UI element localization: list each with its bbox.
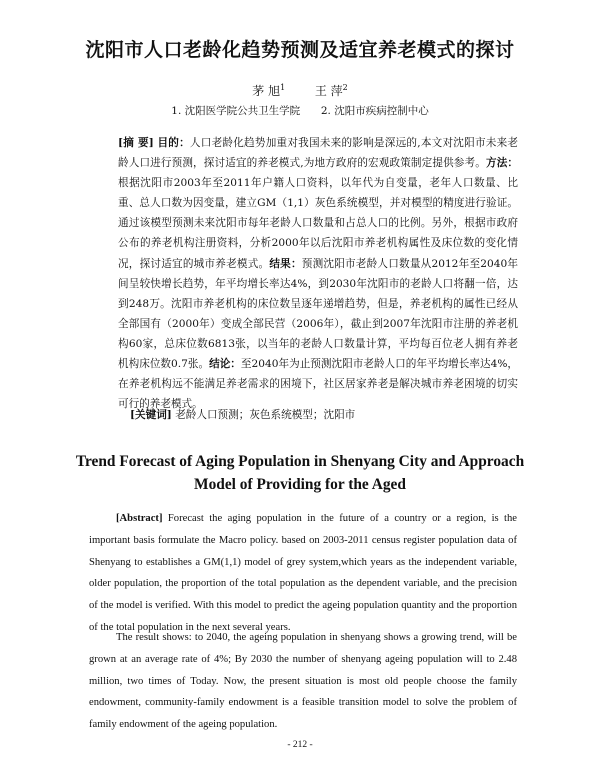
conclusion-text: 至2040年为止预测沈阳市老龄人口的年平均增长率达4%，在养老机构远不能满足养老需求的困境下，社区居家养老是解决城市养老困境的切实可行的养老模式。 (118, 358, 519, 411)
purpose-label: 目的： (157, 137, 190, 149)
affiliation: 2. 沈阳市疾病控制中心 (320, 105, 429, 117)
chinese-keywords (130, 407, 518, 422)
keywords-text: 老龄人口预测；灰色系统模型；沈阳市 (175, 409, 356, 421)
conclusion-label: 结论： (209, 358, 241, 371)
english-result-paragraph: The result shows: to 2040, the ageing population in shenyang shows a growing trend, will be grown at an average rate of 4%; By 2030 the number of shenyang ageing population will to 2.48 million, two times of Today. Now, the present situation is most old people choose the family endowment, community-family endowment is a feasible transition model to solve the problem of family endowment of the ageing population. (89, 632, 517, 731)
author-affiliation-mark: 1 (280, 83, 286, 92)
affiliation-line (0, 103, 600, 118)
english-title-line: Trend Forecast of Aging Population in Shenyang City and Approach (75, 453, 525, 470)
author-affiliation-mark: 2 (342, 83, 348, 92)
affiliation: 1. 沈阳医学院公共卫生学院 (171, 105, 301, 117)
keywords-label: [关键词] (130, 409, 172, 421)
chinese-abstract (118, 133, 518, 414)
result-text: 预测沈阳市老龄人口数量从2012年至2040年间呈较快增长趋势，年平均增长率达4%，到2030年沈阳市的老龄人口将翻一倍，达到248万。沈阳市养老机构的床位数呈逐年递增趋势，但是，养老机构的属性已经从全部国有（2000年）变成全部民营（2006年），截止到2007年沈阳市注册的养老机构60家，总床位数6813张，以当年的老龄人口数量计算，平均每百位老人拥有养老机构床位数0.7张。 (118, 257, 519, 371)
page-number: - 212 - (287, 740, 313, 750)
english-title-line: Model of Providing for the Aged (194, 476, 406, 493)
english-abstract-paragraph (89, 508, 517, 639)
author-name: 王 萍 (314, 84, 343, 98)
abstract-label: [摘 要] (118, 137, 154, 149)
result-label: 结果： (269, 257, 302, 270)
method-text: 根据沈阳市2003年至2011年户籍人口资料，以年代为自变量，老年人口数量、比重、总人口数为因变量，建立GM（1,1）灰色系统模型，并对模型的精度进行验证。通过该模型预测未来沈阳市每年老龄人口数量和占总人口的比例。另外，根据市政府公布的养老机构注册资料，分析2000年以后沈阳市养老机构属性及床位数的变化情况，探讨适宜的城市养老模式。 (118, 177, 518, 270)
author-line (0, 82, 600, 99)
english-abstract-label: [Abstract] (116, 513, 163, 524)
method-label: 方法： (485, 157, 519, 170)
english-title (0, 450, 600, 496)
english-abstract-text: Forecast the aging population in the future of a country or a region, is the important basis formulate the Macro policy. based on 2003-2011 census register population data of Shenyang to establishes a GM(1,1) model of grey system,which years as the independent variable, older population, the proportion of the total population as the dependent variable, and the precision of the model is verified. With this model to predict the ageing population quantity and the proportion of the total population in the next several years. (89, 513, 517, 633)
author-name: 茅 旭 (252, 84, 281, 98)
chinese-title: 沈阳市人口老龄化趋势预测及适宜养老模式的探讨 (85, 39, 515, 61)
purpose-text: 人口老龄化趋势加重对我国未来的影响是深远的,本文对沈阳市未来老龄人口进行预测，探讨适宜的养老模式,为地方政府的宏观政策制定提供参考。 (118, 137, 519, 170)
